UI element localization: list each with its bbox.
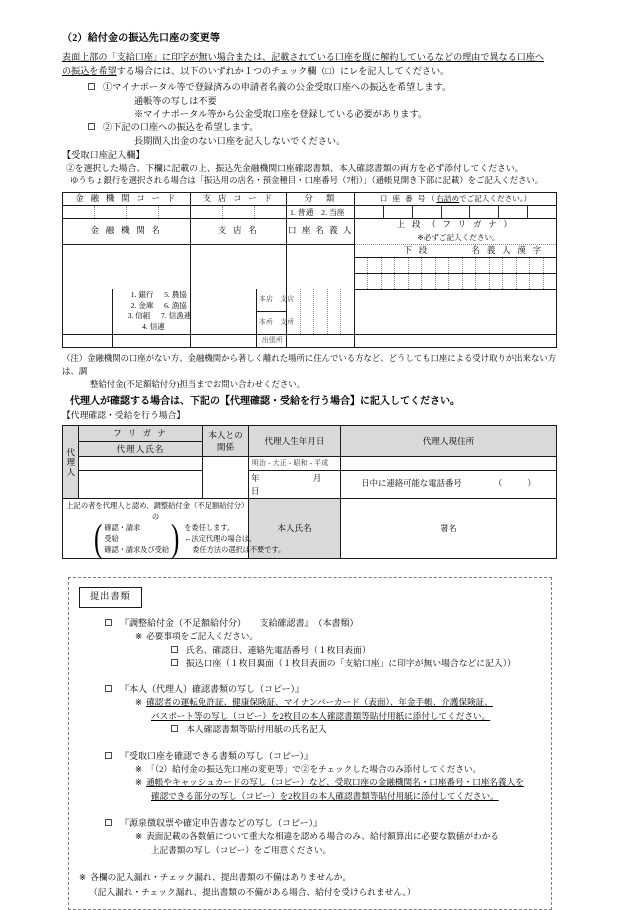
account-entry-table (62, 192, 557, 290)
doc-note-row (79, 696, 541, 710)
proxy-consent-line-1: 上記の者を代理人と認め、調整給付金（不足額給付分）の (66, 501, 245, 521)
kanji-cell[interactable] (476, 274, 489, 289)
note-text: 通帳やキャッシュカードの写し（コピー）など、受取口座の金融機関名・口座番号・口座名義人を (146, 777, 524, 788)
bank-code-header: 金 融 機 関 コ ー ド (63, 193, 191, 206)
proxy-consent-option[interactable]: 確認・請求及び受給 (104, 546, 170, 555)
bank-name-write-area[interactable] (63, 289, 113, 335)
doc-item (79, 617, 541, 670)
branch-name-header: 支 店 名 (191, 219, 287, 244)
proxy-lead-c: に記入してください。 (360, 395, 460, 407)
kana-required-note: ※必ずご記入ください。 (417, 232, 500, 242)
account-number-cell[interactable] (470, 206, 499, 218)
name-extra-write-area-2[interactable] (355, 334, 557, 347)
option-2-label: ②下記の口座への振込を希望します。 (103, 122, 259, 133)
kanji-cell[interactable] (449, 274, 462, 289)
proxy-consent-right (184, 523, 285, 556)
proxy-birth-ymd[interactable]: 年 月 日 (249, 471, 341, 499)
note-mark: ※ (135, 630, 143, 641)
intro-text-b: 「支給口座」に印字が無い場合 (107, 51, 235, 62)
account-number-cell[interactable] (355, 206, 384, 218)
note-mark: ※ (135, 763, 143, 774)
holder-cell[interactable] (287, 289, 301, 334)
account-kind-options[interactable]: 1. 普通 2. 当座 (287, 206, 355, 219)
doc-subcheck-row[interactable] (79, 723, 541, 736)
account-kind-header: 分 類 (287, 193, 355, 206)
signature-field[interactable]: 署名 (341, 499, 557, 559)
proxy-vertical-label (63, 426, 79, 499)
account-table-lower-label-row (63, 244, 557, 257)
kanji-cell[interactable] (409, 274, 422, 289)
note-text: 上記書類の写し（コピー）をご用意ください。 (151, 844, 332, 855)
kanji-cell[interactable] (395, 274, 408, 289)
branch-code-header: 支 店 コ ー ド (191, 193, 287, 206)
submission-box-title: 提出書類 (79, 587, 142, 607)
checkbox-doc-1-sub-2[interactable] (171, 659, 178, 666)
name-extra-write-area[interactable] (355, 289, 557, 335)
doc-title-main: 『源泉徴収票や確定申告書などの写し（コピー）』 (120, 817, 323, 828)
branch-name-write-area-2[interactable] (191, 334, 257, 347)
proxy-relation-header (203, 426, 249, 457)
kanji-cell[interactable] (422, 274, 435, 289)
intro-text-f: する場合には、以下のいずれか１つのチェック欄（□）にレを記入してください。 (116, 65, 450, 76)
doc-note-row (79, 763, 541, 777)
kana-cell[interactable] (476, 258, 489, 273)
branch-code-cell[interactable] (255, 206, 286, 218)
kanji-lower-header (355, 244, 557, 257)
bank-name-input[interactable] (63, 244, 191, 289)
account-number-cell[interactable] (499, 206, 528, 218)
proxy-name-input[interactable] (79, 471, 203, 499)
branch-name-input[interactable] (191, 244, 287, 289)
account-number-cell[interactable] (442, 206, 471, 218)
bank-type-right: 7. 信漁連 (161, 311, 192, 321)
proxy-lead-b: 【代理確認・受給を行う場合】 (220, 395, 360, 407)
checkbox-doc-1[interactable] (105, 619, 112, 626)
account-number-header (355, 193, 557, 206)
branch-code-input[interactable] (191, 206, 287, 219)
account-holder-input[interactable] (287, 244, 355, 289)
doc-note-row (79, 790, 541, 804)
note-text: 確認者の運転免許証、健康保険証、マイナンバーカード（表面）、年金手帳、介護保険証、 (146, 696, 493, 707)
spacer (79, 739, 541, 750)
bank-code-cell[interactable] (159, 206, 190, 218)
account-table-entry-row[interactable] (63, 206, 557, 219)
brace-left-icon: ( (94, 518, 103, 561)
bank-type-spacer (113, 334, 191, 347)
proxy-era-options[interactable]: 明治 - 大正 - 昭和 - 平成 (249, 457, 341, 471)
footer-note-mark: ※ (79, 872, 87, 883)
proxy-relation-header-l1: 本人との (208, 429, 243, 440)
kana-cell[interactable] (368, 258, 381, 273)
proxy-lead-line (62, 395, 572, 410)
option-1-label: ①マイナポータル等で登録済みの申請者名義の公金受取口座への振込を希望します。 (103, 82, 452, 93)
bank-type-left: 3. 信組 (127, 311, 151, 321)
kana-cell-grid (355, 258, 556, 273)
note-text: 「（2）給付金の振込先口座の変更等」で②をチェックした場合のみ添付してください。 (146, 763, 482, 774)
bank-type-item[interactable] (117, 290, 190, 301)
kana-cell[interactable] (382, 258, 395, 273)
doc-title-main: 『受取口座を確認できる書類の写し（コピー）』 (120, 750, 314, 761)
kanji-cell[interactable] (436, 274, 449, 289)
branch-kind-row-3 (63, 334, 557, 347)
spacer (79, 672, 541, 683)
doc-title-main: 『本人（代理人）確認書類の写し（コピー）』 (120, 683, 305, 694)
proxy-consent-options-row[interactable] (66, 518, 286, 561)
chu-note-line-2: 整給付金(不足額給付分)担当までお問い合わせください。 (90, 379, 305, 389)
doc-title-main: 『調整給付金（不足額給付分） 支給確認書』 (120, 617, 314, 628)
option-1-note-2: ※マイナポータル等から公金受取口座を登録している必要があります。 (134, 108, 428, 119)
proxy-section-heading: 【代理確認・受給を行う場合】 (62, 410, 186, 421)
option-2-note-1: 長期間入出金のない口座を記入しないでください。 (134, 135, 346, 146)
account-number-input[interactable] (355, 206, 557, 219)
intro-text-a: 表面上部の (62, 51, 108, 62)
kanji-cell[interactable] (368, 274, 381, 289)
footer-note-text-1: 各欄の記入漏れ・チェック漏れ、提出書類の不備はありませんか。 (90, 872, 352, 883)
proxy-entry-row-2[interactable] (63, 471, 557, 499)
intro-text-e: の振込を希望 (62, 65, 117, 76)
account-number-cell[interactable] (384, 206, 413, 218)
proxy-consent-right-1: を委任します。 (184, 523, 235, 532)
option-1-note-1: 通帳等の写しは不要 (134, 95, 217, 106)
branch-code-cell[interactable] (191, 206, 223, 218)
doc-title-sub: （本書類） (313, 617, 359, 628)
chu-note-line-1 (62, 352, 572, 378)
kana-cell[interactable] (530, 258, 543, 273)
bank-type-left: 4. 信連 (142, 322, 165, 332)
proxy-tel-label: 日中に連絡可能な電話番号 (361, 479, 462, 489)
proxy-relation-header-l2: 関係 (216, 442, 235, 453)
kanji-cell[interactable] (530, 274, 543, 289)
bank-type-options[interactable] (113, 289, 191, 335)
bank-name-header: 金 融 機 関 名 (63, 219, 191, 244)
bank-code-cell[interactable] (95, 206, 127, 218)
proxy-furigana-input[interactable] (79, 457, 203, 471)
kanji-cell[interactable] (382, 274, 395, 289)
kanji-holder-label: 名 義 人 漢 字 (471, 245, 544, 255)
section-title: （2）給付金の振込先口座の変更等 (62, 33, 221, 44)
proxy-entry-row-1[interactable] (63, 457, 557, 471)
kana-cell[interactable] (503, 258, 516, 273)
kanji-cell[interactable] (490, 274, 503, 289)
note-mark: ※ (135, 777, 143, 788)
holder-write-area-2[interactable] (287, 334, 355, 347)
branch-kind-honten[interactable]: 本店 支店 (257, 289, 287, 312)
holder-cell-grid (287, 289, 354, 334)
kanji-cell[interactable] (463, 274, 476, 289)
checkbox-doc-2-sub-1[interactable] (171, 725, 178, 732)
receiving-account-heading: 【受取口座記入欄】 (62, 149, 145, 160)
note-mark: ※ (135, 696, 143, 707)
kana-upper-header (355, 219, 557, 244)
self-name-label: 本人氏名 (249, 499, 341, 559)
proxy-consent-options[interactable] (104, 523, 169, 556)
branch-name-write-area[interactable] (191, 289, 257, 335)
bank-name-write-area-2[interactable] (63, 334, 113, 347)
kana-cell[interactable] (395, 258, 408, 273)
bank-type-item[interactable] (117, 311, 190, 322)
note-text: 必要事項をご記入ください。 (146, 630, 258, 641)
branch-kind-shutchojo[interactable]: 出張所 (257, 334, 287, 347)
doc-subcheck-row[interactable] (79, 657, 541, 670)
kana-cell[interactable] (463, 258, 476, 273)
proxy-consent-right-3: 委任方法の選択は不要です。 (192, 546, 286, 555)
account-number-header-c: でご記入ください。） (459, 194, 532, 204)
kana-cell[interactable] (422, 258, 435, 273)
bank-code-cell[interactable] (127, 206, 159, 218)
proxy-vertical-label-text: 代理人 (65, 447, 76, 477)
kanji-cell[interactable] (355, 274, 368, 289)
proxy-birth-header: 代理人生年月日 (249, 426, 341, 457)
account-number-cell-grid (355, 206, 556, 218)
bank-type-row (63, 289, 557, 312)
checkbox-doc-1-sub-1[interactable] (171, 646, 178, 653)
submission-footer-note (79, 870, 541, 898)
account-holder-header: 口 座 名 義 人 (287, 219, 355, 244)
checkbox-option-2[interactable] (88, 123, 95, 130)
branch-kind-honsho[interactable]: 本所 支所 (257, 312, 287, 335)
doc-note-row (79, 830, 541, 844)
holder-cell[interactable] (341, 289, 354, 334)
proxy-lead-a: 代理人が確認する場合は、下記の (70, 395, 220, 407)
intro-text-d: 異なる口座へ (489, 51, 545, 62)
kanji-cell[interactable] (503, 274, 516, 289)
receiving-account-line-2: ゆうちょ銀行を選択される場合は「振込用の店名・預金種目・口座番号（7桁）」（通帳見開き下部に記載）をご記入ください。 (70, 176, 544, 186)
kana-cell[interactable] (409, 258, 422, 273)
bank-code-cell-grid (63, 206, 190, 218)
brace-right-icon: ) (171, 518, 180, 561)
bank-type-left: 1. 銀行 (130, 289, 154, 299)
doc-main-row[interactable] (79, 617, 541, 630)
account-table-wrapper (62, 192, 572, 348)
holder-cell[interactable] (328, 289, 342, 334)
kana-cell[interactable] (517, 258, 530, 273)
account-table-header-row (63, 193, 557, 206)
doc-note-row (79, 710, 541, 724)
footer-note-line-2: （記入漏れ・チェック漏れ、提出書類の不備がある場合、給付を受けられません。） (89, 886, 416, 897)
note-mark: ※ (135, 830, 143, 841)
doc-subcheck-label: 振込口座（１枚目裏面（１枚目表面の「支給口座」に印字が無い場合などに記入）） (186, 657, 516, 668)
bank-type-item[interactable] (117, 322, 190, 333)
proxy-consent-right-2: ←法定代理の場合は、 (184, 535, 257, 544)
note-text: パスポート等の写し（コピー）を2枚目の本人確認書類等貼付用紙に添付してください。 (151, 710, 491, 721)
account-number-header-b: 右詰め (436, 194, 460, 204)
receiving-account-line-1: ②を選択した場合、下欄に記載の上、振込先金融機関口座確認書類、本人確認書類の両方を必ず添付してください。 (66, 163, 524, 174)
submission-documents-box (68, 577, 552, 909)
doc-subcheck-label: 氏名、確認日、連絡先電話番号（１枚目表面） (186, 644, 371, 655)
kanji-cell[interactable] (544, 274, 556, 289)
chu-note-text-1: 金融機関の口座がない方、金融機関から著しく離れた場所に住んでいる方など、どうしても口座による受け取りが出来ない方は、調 (62, 353, 557, 376)
doc-note-row (79, 844, 541, 858)
kana-input[interactable] (355, 257, 557, 273)
doc-item (79, 683, 541, 737)
chu-note (62, 352, 572, 391)
kana-cell[interactable] (490, 258, 503, 273)
proxy-address-input[interactable] (341, 457, 557, 471)
doc-item (79, 817, 541, 858)
doc-item (79, 750, 541, 804)
kana-cell[interactable] (355, 258, 368, 273)
spacer (79, 806, 541, 817)
account-number-header-a: 口 座 番 号（ (379, 194, 437, 204)
proxy-furigana-header: フ リ ガ ナ (79, 426, 203, 441)
proxy-tel-paren[interactable]: （ ） (493, 479, 536, 489)
intro-paragraph (62, 50, 572, 79)
holder-cell[interactable] (314, 289, 328, 334)
doc-main-row[interactable] (79, 817, 541, 830)
bank-type-left: 2. 金庫 (130, 300, 154, 310)
account-table-header-row-2 (63, 219, 557, 244)
chu-note-mark: （注） (62, 353, 88, 363)
branch-code-cell-grid (191, 206, 286, 218)
footer-note-line-1 (79, 870, 541, 884)
doc-main-row[interactable] (79, 683, 541, 696)
bank-type-item[interactable] (117, 301, 190, 312)
kanji-input[interactable] (355, 273, 557, 289)
doc-note-row (79, 630, 541, 644)
kana-cell[interactable] (544, 258, 556, 273)
holder-write-area[interactable] (287, 289, 355, 335)
kanji-cell-grid (355, 274, 556, 289)
kana-cell[interactable] (436, 258, 449, 273)
option-1-row[interactable] (62, 81, 572, 94)
account-number-cell[interactable] (528, 206, 556, 218)
checkbox-doc-4[interactable] (105, 819, 112, 826)
checkbox-option-1[interactable] (88, 83, 95, 90)
proxy-consent-option[interactable]: 受給 (104, 535, 119, 544)
checkbox-doc-3[interactable] (105, 752, 112, 759)
proxy-relation-input[interactable] (203, 457, 249, 499)
account-number-cell[interactable] (413, 206, 442, 218)
proxy-table (62, 425, 557, 559)
kanji-lower-label: 下 段 (403, 245, 430, 255)
branch-code-cell[interactable] (223, 206, 255, 218)
kana-upper-label: 上 段 （ フ リ ガ ナ ） (396, 220, 515, 230)
kana-cell[interactable] (449, 258, 462, 273)
proxy-consent-block (63, 499, 286, 561)
bank-code-cell[interactable] (63, 206, 95, 218)
option-2-row[interactable] (62, 121, 572, 134)
intro-text-c: または、記載されている口座を既に解約しているなどの理由で (234, 51, 490, 62)
bank-type-right: 6. 漁協 (164, 300, 187, 310)
proxy-consent-row (63, 499, 557, 559)
account-entry-subtable (62, 289, 557, 348)
bank-code-input[interactable] (63, 206, 191, 219)
note-text: 表面記載の各数値について重大な相違を認める場合のみ、給付額算出に必要な数値がわかる (146, 830, 499, 841)
proxy-header-row-1 (63, 426, 557, 441)
doc-note-row (79, 776, 541, 790)
doc-subcheck-label: 本人確認書類等貼付用紙の氏名記入 (186, 724, 327, 735)
proxy-address-header: 代理人現住所 (341, 426, 557, 457)
holder-cell[interactable] (301, 289, 315, 334)
proxy-name-header: 代理人氏名 (79, 441, 203, 456)
bank-type-right: 5. 農協 (164, 289, 187, 299)
doc-subcheck-row[interactable] (79, 644, 541, 657)
checkbox-doc-2[interactable] (105, 685, 112, 692)
proxy-consent-option[interactable]: 確認・請求 (104, 523, 141, 532)
note-text: 確認できる部分の写し（コピー）を2枚目の本人確認書類等貼付用紙に添付してください。 (151, 791, 499, 802)
doc-main-row[interactable] (79, 750, 541, 763)
kanji-cell[interactable] (517, 274, 530, 289)
